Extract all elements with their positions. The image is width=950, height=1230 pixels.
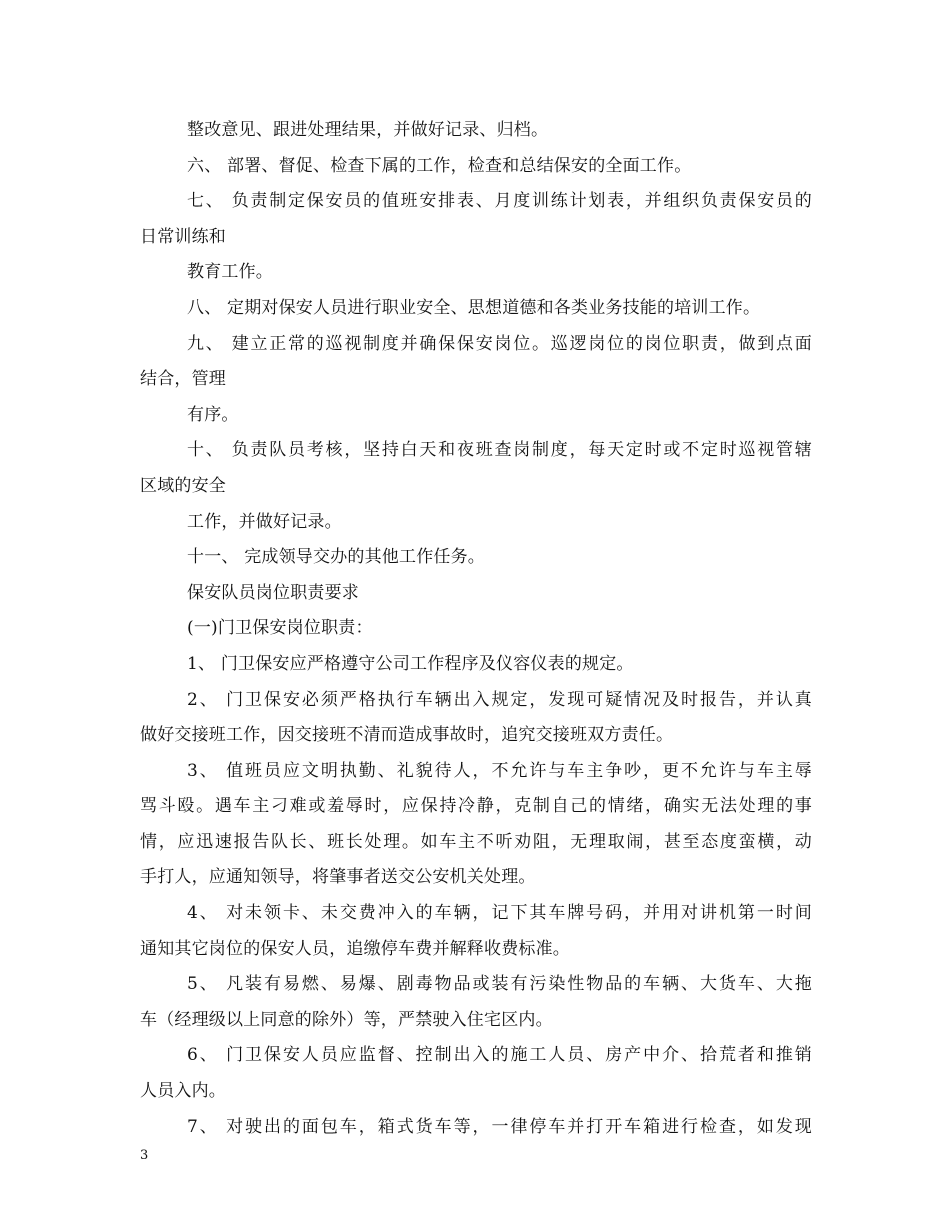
text-line: 情，应迅速报告队长、班长处理。如车主不听劝阻，无理取闹，甚至态度蛮横，动: [140, 831, 812, 852]
text-line: 通知其它岗位的保安人员，追缴停车费并解释收费标准。: [140, 938, 570, 959]
text-line: 整改意见、跟进处理结果，并做好记录、归档。: [187, 120, 549, 140]
text-line: 1、 门卫保安应严格遵守公司工作程序及仪容仪表的规定。: [187, 653, 634, 674]
text-line: 十、 负责队员考核，坚持白天和夜班查岗制度，每天定时或不定时巡视管辖: [187, 440, 812, 461]
text-line: 日常训练和: [140, 226, 226, 247]
text-line: 十一、 完成领导交办的其他工作任务。: [187, 547, 486, 568]
text-line: 七、 负责制定保安员的值班安排表、月度训练计划表，并组织负责保安员的: [187, 191, 812, 212]
text-line: 工作，并做好记录。: [187, 511, 342, 532]
text-line: 保安队员岗位职责要求: [187, 582, 359, 603]
text-line: 7、 对驶出的面包车，箱式货车等，一律停车并打开车箱进行检查，如发现: [187, 1116, 812, 1137]
page-number: 3: [140, 1148, 149, 1163]
text-line: 人员入内。: [140, 1081, 226, 1102]
text-line: 九、 建立正常的巡视制度并确保保安岗位。巡逻岗位的岗位职责，做到点面: [187, 333, 812, 354]
document-body: [140, 113, 812, 1145]
text-line: 骂斗殴。遇车主刁难或羞辱时，应保持冷静，克制自己的情绪，确实无法处理的事: [140, 796, 812, 817]
text-line: 教育工作。: [187, 262, 273, 283]
text-line: 八、 定期对保安人员进行职业安全、思想道德和各类业务技能的培训工作。: [187, 297, 761, 318]
text-line: 做好交接班工作，因交接班不清而造成事故时，追究交接班双方责任。: [140, 725, 674, 746]
text-line: 结合，管理: [140, 369, 226, 390]
text-line: 手打人，应通知领导，将肇事者送交公安机关处理。: [140, 867, 536, 888]
text-line: 车（经理级以上同意的除外）等，严禁驶入住宅区内。: [140, 1009, 553, 1030]
text-line: 区域的安全: [140, 475, 226, 496]
text-line: 5、 凡装有易燃、易爆、剧毒物品或装有污染性物品的车辆、大货车、大拖: [187, 974, 812, 995]
text-line: 2、 门卫保安必须严格执行车辆出入规定，发现可疑情况及时报告，并认真: [187, 689, 812, 710]
text-line: 六、 部署、督促、检查下属的工作，检查和总结保安的全面工作。: [187, 155, 692, 176]
text-line: 有序。: [187, 404, 239, 425]
text-line: 4、 对未领卡、未交费冲入的车辆，记下其车牌号码，并用对讲机第一时间: [187, 903, 812, 924]
text-line: 3、 值班员应文明执勤、礼貌待人，不允许与车主争吵，更不允许与车主辱: [187, 760, 812, 781]
text-line: 6、 门卫保安人员应监督、控制出入的施工人员、房产中介、拾荒者和推销: [187, 1045, 812, 1066]
text-line: (一)门卫保安岗位职责：: [187, 618, 373, 639]
